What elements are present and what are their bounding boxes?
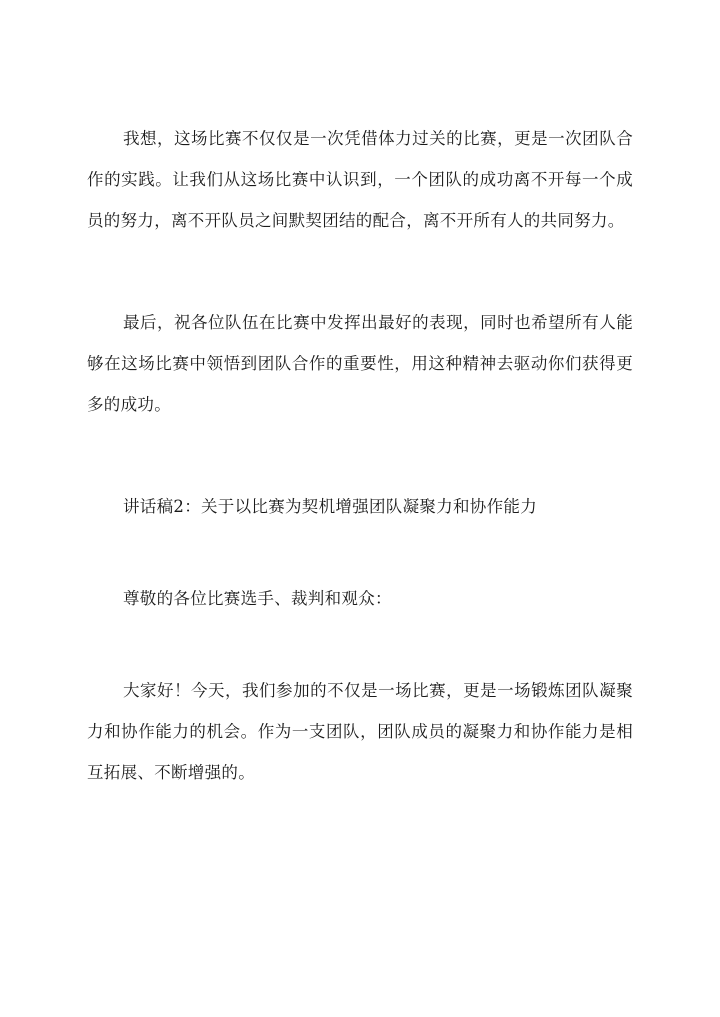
- salutation: 尊敬的各位比赛选手、裁判和观众：: [123, 589, 392, 608]
- paragraph-teamwork-practice: 我想，这场比赛不仅仅是一次凭借体力过关的比赛，更是一次团队合作的实践。让我们从这场比赛中认识到，一个团队的成功离不开每一个成员的努力，离不开队员之间默契团结的配合，离不开所有人的共同努力。: [87, 129, 633, 230]
- paragraph-opening-greeting: 大家好！今天，我们参加的不仅是一场比赛，更是一场锻炼团队凝聚力和协作能力的机会。作为一支团队，团队成员的凝聚力和协作能力是相互拓展、不断增强的。: [87, 681, 633, 782]
- speech-2-title: 讲话稿2：关于以比赛为契机增强团队凝聚力和协作能力: [123, 497, 537, 516]
- paragraph-closing-wishes: 最后，祝各位队伍在比赛中发挥出最好的表现，同时也希望所有人能够在这场比赛中领悟到团队合作的重要性，用这种精神去驱动你们获得更多的成功。: [87, 313, 633, 414]
